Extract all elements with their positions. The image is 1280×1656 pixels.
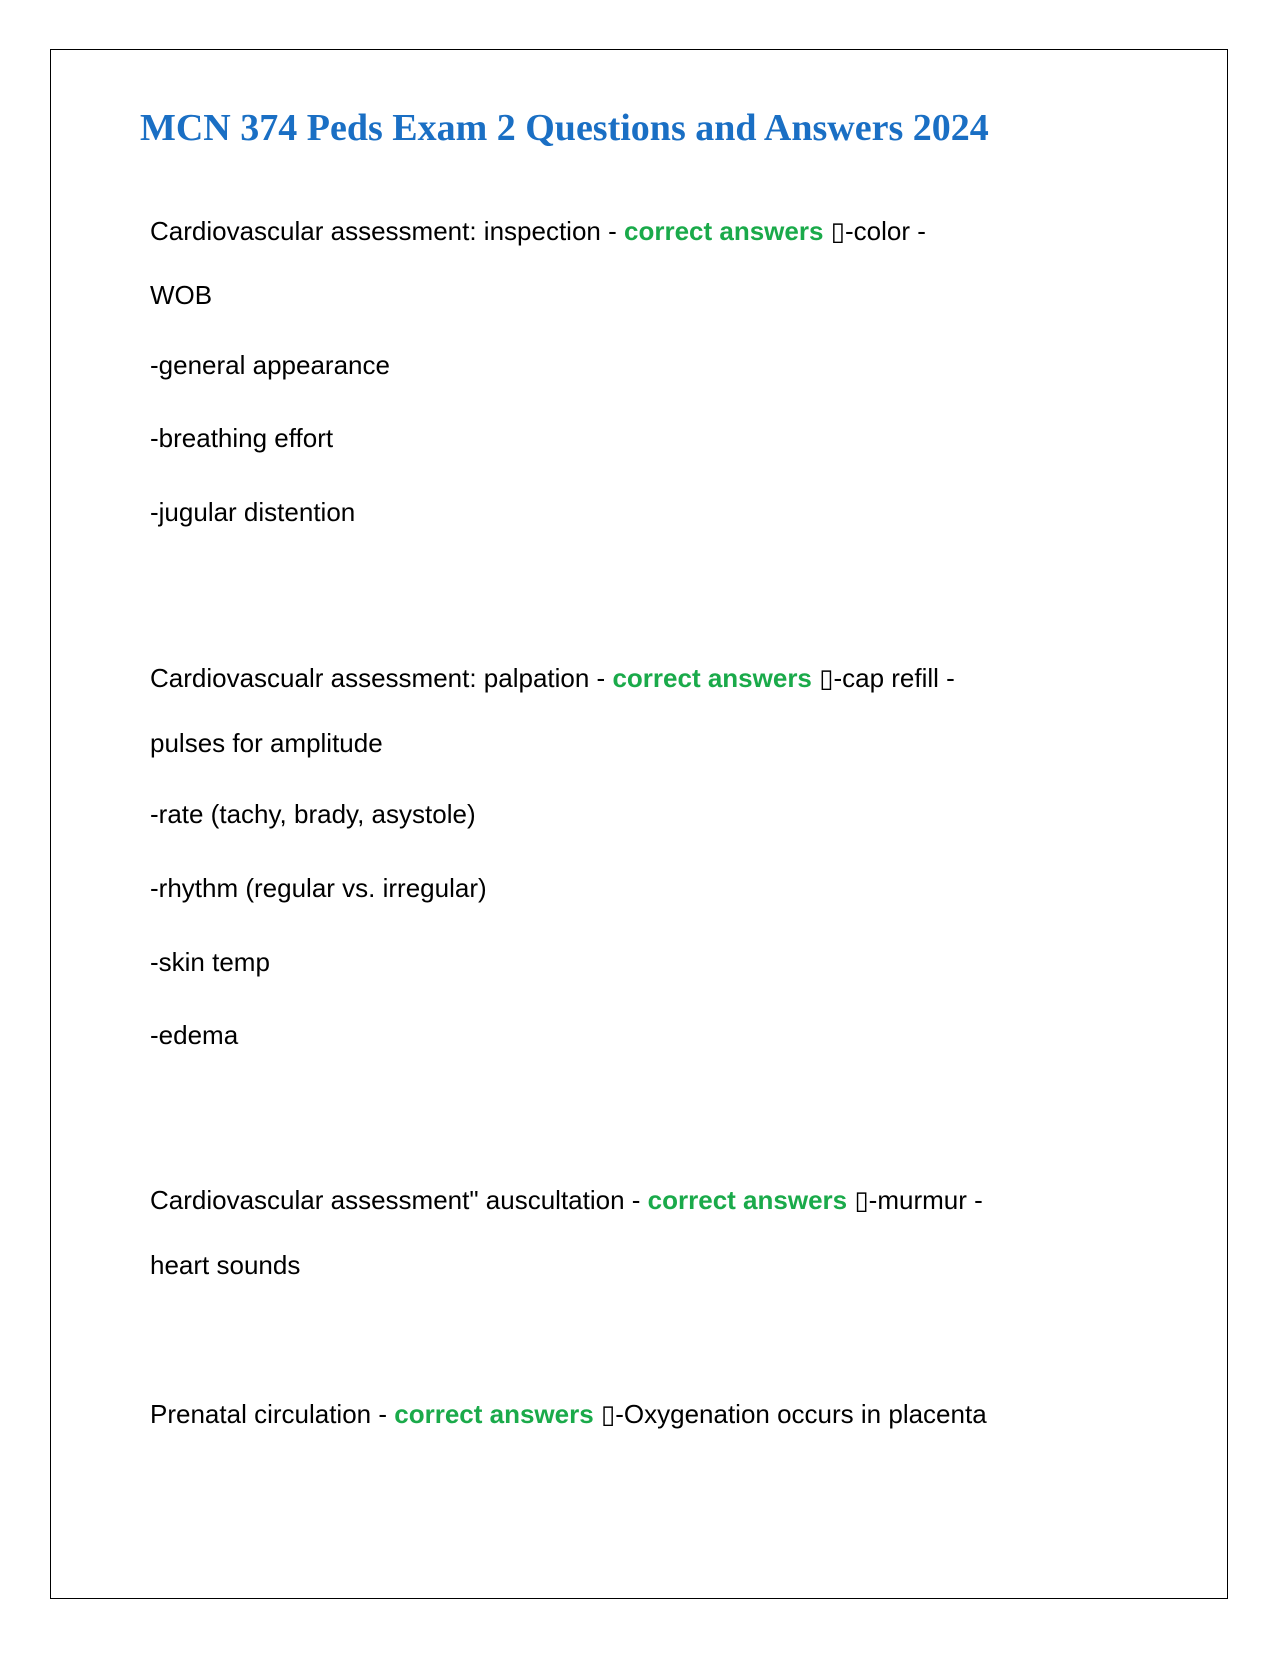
check-glyph-icon: ▯ <box>830 216 845 246</box>
answer-text: -murmur - <box>868 1185 983 1215</box>
entry-2-answer-line: -rhythm (regular vs. irregular) <box>150 873 487 903</box>
entry-2-answer-line: -rate (tachy, brady, asystole) <box>150 799 476 829</box>
entry-1-question-line <box>150 214 926 248</box>
correct-answers-label: correct answers <box>623 216 824 246</box>
entry-4-question-line <box>150 1397 987 1431</box>
entry-2-answer-line: -skin temp <box>150 947 270 977</box>
entry-3-answer-line: heart sounds <box>150 1250 301 1280</box>
entry-1-answer-line: WOB <box>150 280 213 310</box>
correct-answers-label: correct answers <box>612 663 812 693</box>
question-text: Prenatal circulation - <box>150 1399 395 1429</box>
answer-text: -Oxygenation occurs in placenta <box>615 1399 987 1429</box>
answer-text: -color - <box>844 216 926 246</box>
check-glyph-icon: ▯ <box>854 1185 869 1215</box>
correct-answers-label: correct answers <box>647 1185 848 1215</box>
correct-answers-label: correct answers <box>394 1399 594 1429</box>
entry-2-answer-line: pulses for amplitude <box>150 728 383 758</box>
entry-1-answer-line: -jugular distention <box>150 497 356 527</box>
question-text: Cardiovascular assessment" auscultation - <box>150 1185 648 1215</box>
entry-2-question-line <box>150 661 955 695</box>
entry-3-question-line <box>150 1183 983 1217</box>
check-glyph-icon: ▯ <box>819 663 834 693</box>
entry-2-answer-line: -edema <box>150 1020 239 1050</box>
question-text: Cardiovascular assessment: inspection - <box>150 216 624 246</box>
check-glyph-icon: ▯ <box>600 1399 616 1429</box>
answer-text: -cap refill - <box>833 663 955 693</box>
question-text: Cardiovascualr assessment: palpation - <box>150 663 613 693</box>
entry-1-answer-line: -general appearance <box>150 350 390 380</box>
entry-1-answer-line: -breathing effort <box>150 423 334 453</box>
page-title: MCN 374 Peds Exam 2 Questions and Answers 2024 <box>140 107 989 149</box>
